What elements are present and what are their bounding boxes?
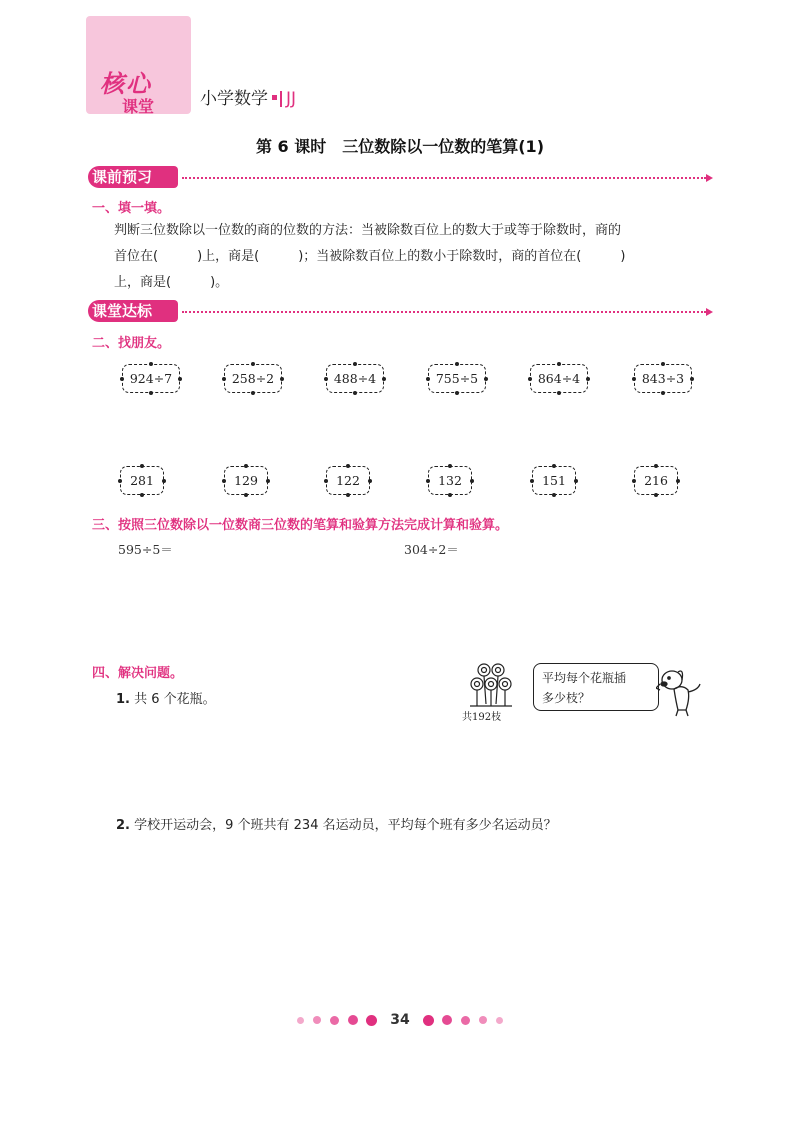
question-heading-3: 三、按照三位数除以一位数商三位数的笔算和验算方法完成计算和验算。 <box>92 518 509 533</box>
footer-dot <box>423 1015 434 1026</box>
expression-box[interactable] <box>634 364 692 393</box>
expression-box[interactable] <box>530 364 588 393</box>
divider-bar <box>280 91 282 107</box>
footer-dot <box>442 1015 452 1025</box>
answer-text: 216 <box>644 473 668 488</box>
problem-text: 学校开运动会，9 个班共有 234 名运动员，平均每个班有多少名运动员？ <box>134 818 557 833</box>
answer-text: 151 <box>542 473 566 488</box>
logo <box>86 16 191 114</box>
page-number: 34 <box>390 1012 410 1028</box>
arrow-right-icon <box>706 308 713 316</box>
page-footer <box>0 1012 800 1028</box>
speech-bubble <box>533 663 659 711</box>
edition-label: JJ <box>286 89 297 109</box>
section-banner-class: 课堂达标 <box>88 300 178 322</box>
footer-dot <box>496 1017 503 1024</box>
expression-text: 488÷4 <box>333 371 377 386</box>
logo-text-sub: 课堂 <box>122 97 155 116</box>
expression-text: 755÷5 <box>435 371 479 386</box>
expression-box[interactable] <box>224 364 282 393</box>
footer-dot <box>348 1015 358 1025</box>
expression-box[interactable] <box>428 364 486 393</box>
arrow-right-icon <box>706 174 713 182</box>
answer-text: 132 <box>438 473 462 488</box>
calc-expression-1: 595÷5＝ <box>118 542 173 557</box>
speech-line-2: 多少枝？ <box>542 691 591 705</box>
footer-dot <box>330 1016 339 1025</box>
answer-box[interactable] <box>120 466 164 495</box>
problem-2 <box>116 814 557 833</box>
dotted-divider <box>182 177 706 179</box>
footer-dot <box>479 1016 487 1024</box>
answer-box[interactable] <box>428 466 472 495</box>
question-heading-2: 二、找朋友。 <box>92 336 171 351</box>
expression-text: 924÷7 <box>129 371 173 386</box>
section-banner-preview: 课前预习 <box>88 166 178 188</box>
answer-box[interactable] <box>634 466 678 495</box>
problem-1 <box>116 688 216 707</box>
answer-text: 129 <box>234 473 258 488</box>
square-marker-icon <box>272 95 277 100</box>
fill-line-3: 上，商是( )。 <box>114 275 229 290</box>
footer-dot <box>461 1016 470 1025</box>
subject-name: 小学数学 <box>200 89 268 109</box>
expression-box[interactable] <box>326 364 384 393</box>
flowers-caption: 共192枝 <box>462 712 502 723</box>
dog-icon <box>656 662 706 720</box>
problem-number: 2. <box>116 818 130 833</box>
question-heading-1: 一、填一填。 <box>92 201 171 216</box>
fill-line-2: 首位在( )上，商是( )；当被除数百位上的数小于除数时，商的首位在( ) <box>114 249 626 264</box>
expression-text: 864÷4 <box>537 371 581 386</box>
problem-text: 共 6 个花瓶。 <box>134 692 216 707</box>
footer-dot <box>366 1015 377 1026</box>
footer-dot <box>297 1017 304 1024</box>
answer-box[interactable] <box>224 466 268 495</box>
dotted-divider <box>182 311 706 313</box>
speech-line-1: 平均每个花瓶插 <box>542 671 627 685</box>
expression-text: 258÷2 <box>231 371 275 386</box>
footer-dot <box>313 1016 321 1024</box>
expression-text: 843÷3 <box>641 371 685 386</box>
calc-expression-2: 304÷2＝ <box>404 542 459 557</box>
problem-number: 1. <box>116 692 130 707</box>
logo-text-main: 核心 <box>100 70 152 98</box>
answer-text: 122 <box>336 473 360 488</box>
lesson-title: 第 6 课时 三位数除以一位数的笔算(1) <box>255 137 545 156</box>
answer-box[interactable] <box>326 466 370 495</box>
question-heading-4: 四、解决问题。 <box>92 666 184 681</box>
expression-box[interactable] <box>122 364 180 393</box>
fill-line-1: 判断三位数除以一位数的商的位数的方法：当被除数百位上的数大于或等于除数时，商的 <box>114 223 622 238</box>
answer-box[interactable] <box>532 466 576 495</box>
subject-label <box>200 84 296 109</box>
answer-text: 281 <box>130 473 154 488</box>
